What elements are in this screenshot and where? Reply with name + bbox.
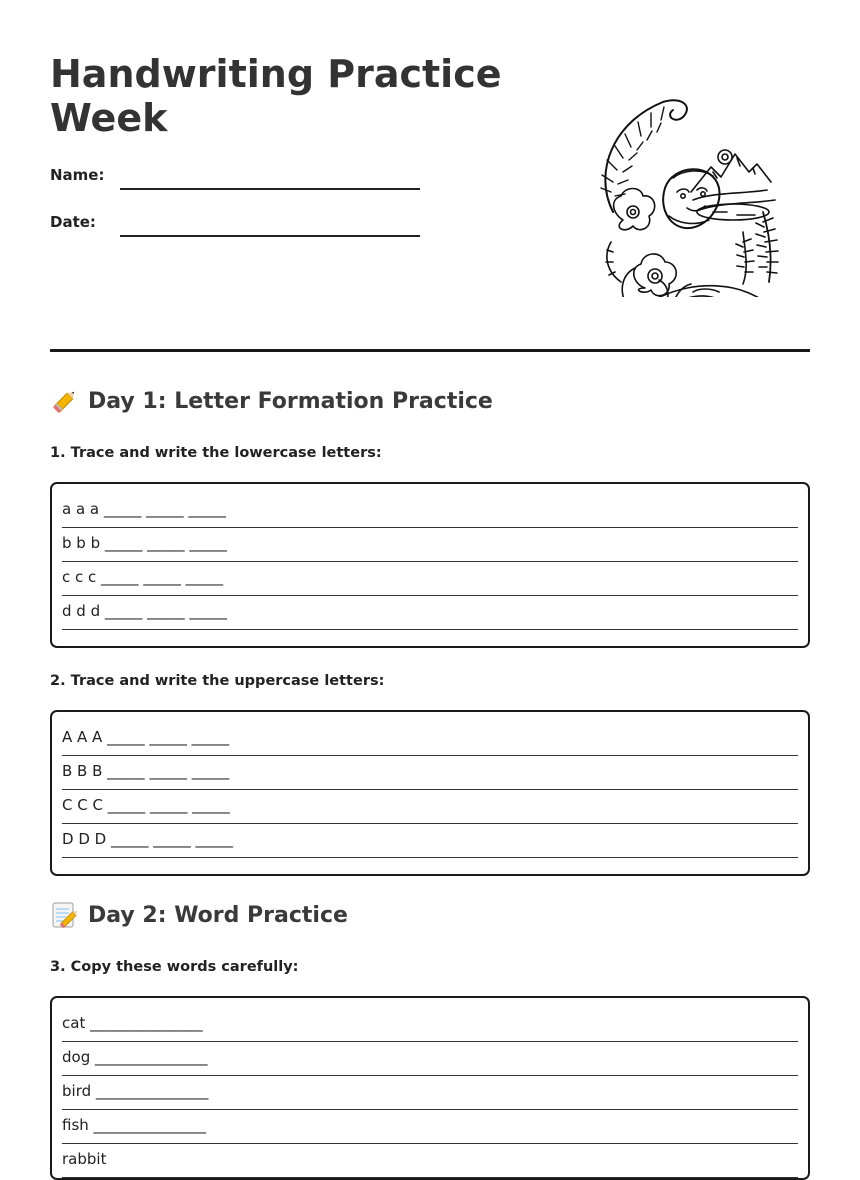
header-divider [50,349,810,352]
lowercase-practice-box [50,482,810,648]
practice-line[interactable]: a a a _____ _____ _____ [62,495,798,528]
practice-line[interactable]: dog _______________ [62,1043,798,1076]
date-label: Date: [50,213,96,231]
word-practice-box [50,996,810,1180]
date-writing-line[interactable] [120,235,420,237]
page-title: Handwriting Practice Week [50,52,502,140]
q3-instruction: 3. Copy these words carefully: [50,959,299,975]
practice-line[interactable]: b b b _____ _____ _____ [62,529,798,562]
practice-line[interactable]: B B B _____ _____ _____ [62,757,798,790]
pencil-icon [50,386,80,416]
practice-line[interactable]: C C C _____ _____ _____ [62,791,798,824]
nature-illustration [553,92,793,297]
uppercase-practice-box [50,710,810,876]
practice-line[interactable]: cat _______________ [62,1009,798,1042]
practice-line[interactable]: d d d _____ _____ _____ [62,597,798,630]
practice-line[interactable]: bird _______________ [62,1077,798,1110]
day2-title: Day 2: Word Practice [88,902,348,928]
day2-heading [50,900,348,930]
q2-instruction: 2. Trace and write the uppercase letters: [50,673,385,689]
day1-heading [50,386,493,416]
practice-line[interactable]: rabbit [62,1145,798,1178]
q1-instruction: 1. Trace and write the lowercase letters: [50,445,382,461]
practice-line[interactable]: fish _______________ [62,1111,798,1144]
practice-line[interactable]: D D D _____ _____ _____ [62,825,798,858]
memo-icon [50,900,80,930]
name-writing-line[interactable] [120,188,420,190]
name-field [50,164,470,194]
practice-line[interactable]: c c c _____ _____ _____ [62,563,798,596]
worksheet-header [50,52,810,352]
practice-line[interactable]: A A A _____ _____ _____ [62,723,798,756]
day1-title: Day 1: Letter Formation Practice [88,388,493,414]
date-field [50,211,470,241]
name-label: Name: [50,166,105,184]
